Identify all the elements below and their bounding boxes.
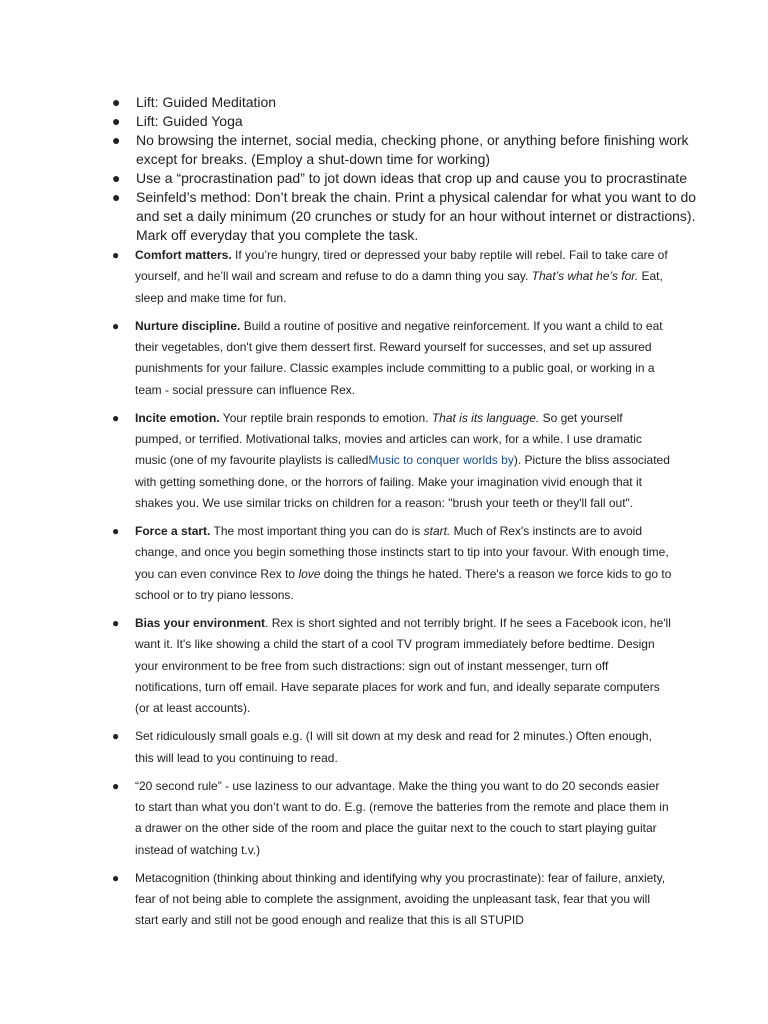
list-item-emotion (112, 408, 672, 514)
bullet-dot-icon: ● (112, 248, 120, 262)
list-item-force-start (112, 521, 672, 606)
item-emphasis: That is its language. (431, 410, 540, 425)
item-lead: Force a start. (135, 523, 211, 538)
item-text: . Rex is short sighted and not terribly bright. If he sees a Facebook icon, he'll want it. It's like showing a child the start of a cool TV program immediately before bedtime. Design your environment to be free from such distractions: sign out of instant messenger, turn off notifications, turn off email. Have separate places for work and fun, and ideally separate computers (or at least accounts). (135, 615, 671, 716)
bullet-dot-icon: ● (112, 615, 120, 630)
list-item-environment (112, 613, 672, 719)
item-emphasis: love (298, 566, 321, 581)
bullet-dot-icon: ● (112, 94, 121, 110)
list-item-text: Lift: Guided Yoga (136, 113, 243, 129)
list-item-text: Use a “procrastination pad” to jot down ideas that crop up and cause you to procrastinate (136, 170, 687, 186)
item-text: “20 second rule” - use laziness to our advantage. Make the thing you want to do 20 seconds easier to start than what you don’t want to do. E.g. (remove the batteries from the remote and place them in a drawer on the other side of the room and place the guitar next to the couch to start playing guitar instead of watching t.v.) (135, 778, 669, 857)
item-lead: Bias your environment (135, 615, 266, 630)
playlist-link[interactable]: Music to conquer worlds by (368, 453, 514, 468)
item-text: If you’re hungry, tired or depressed your baby reptile will rebel. Fail to take care of yourself, and he’ll wail and scream and refuse to do a damn thing you say. (135, 248, 668, 284)
list-item-text: Lift: Guided Meditation (136, 94, 277, 110)
bullet-dot-icon: ● (112, 113, 121, 129)
list-item-text: Seinfeld’s method: Don’t break the chain. Print a physical calendar for what you want to do and set a daily minimum (20 crunches or study for an hour without internet or distractions). Mark off everyday that you complete the task. (136, 189, 697, 243)
list-item-20-second-rule (112, 776, 672, 861)
list-item (112, 188, 702, 245)
item-text: ). Picture the bliss associated with getting something done, or the horrors of failing. Make your imagination vivid enough that it shakes you. We use similar tricks on children for a reason: "brush your teeth or they'll fall out". (135, 453, 670, 510)
item-lead: Nurture discipline. (135, 318, 241, 333)
bullet-dot-icon: ● (112, 189, 121, 205)
bullet-dot-icon: ● (112, 870, 120, 885)
item-text: Build a routine of positive and negative reinforcement. If you want a child to eat their vegetables, don't give them dessert first. Reward yourself for successes, and set up assured punishments for your failure. Classic examples include committing to a public goal, or working in a team - social pressure can influence Rex. (135, 318, 663, 397)
list-item-metacognition (112, 868, 672, 932)
item-text: Eat, sleep and make time for fun. (135, 269, 663, 305)
item-text: Set ridiculously small goals e.g. (I will sit down at my desk and read for 2 minutes.) Often enough, this will lead to you continuing to read. (135, 729, 652, 765)
item-emphasis: start. (423, 523, 451, 538)
list-item (112, 169, 702, 188)
item-text: Metacognition (thinking about thinking and identifying why you procrastinate): fear of failure, anxiety, fear of not being able to complete the assignment, avoiding the unpleasant task, fear that you will start early and still not be good enough and realize that this is all STUPID (135, 870, 666, 928)
list-item (112, 131, 702, 169)
bullet-list-secondary (112, 245, 672, 938)
bullet-dot-icon: ● (112, 523, 120, 538)
bullet-list-primary (112, 93, 702, 245)
list-item-small-goals (112, 726, 672, 769)
item-lead: Incite emotion. (135, 410, 220, 425)
item-text: So get yourself pumped, or terrified. Motivational talks, movies and articles can work, for a while. I use dramatic music (one of my favourite playlists is called (135, 410, 642, 468)
item-text: The most important thing you can do is (210, 523, 424, 538)
item-text: Your reptile brain responds to emotion. (219, 410, 432, 425)
bullet-dot-icon: ● (112, 778, 120, 793)
list-item-discipline (112, 316, 672, 401)
bullet-dot-icon: ● (112, 132, 121, 148)
list-item (112, 112, 702, 131)
list-item-text: No browsing the internet, social media, checking phone, or anything before finishing work except for breaks. (Employ a shut-down time for working) (136, 132, 689, 167)
item-lead: Comfort matters. (135, 248, 232, 262)
bullet-dot-icon: ● (112, 170, 121, 186)
bullet-dot-icon: ● (112, 318, 120, 333)
bullet-dot-icon: ● (112, 410, 120, 425)
item-text: Much of Rex's instincts are to avoid change, and once you begin something those instincts start to tip into your favour. With enough time, you can even convince Rex to (135, 523, 669, 581)
list-item (112, 93, 702, 112)
item-text: doing the things he hated. There's a reason we force kids to go to school or to try piano lessons. (135, 566, 672, 602)
item-emphasis: That’s what he’s for. (531, 269, 639, 284)
list-item-comfort (112, 245, 672, 309)
bullet-dot-icon: ● (112, 729, 120, 744)
